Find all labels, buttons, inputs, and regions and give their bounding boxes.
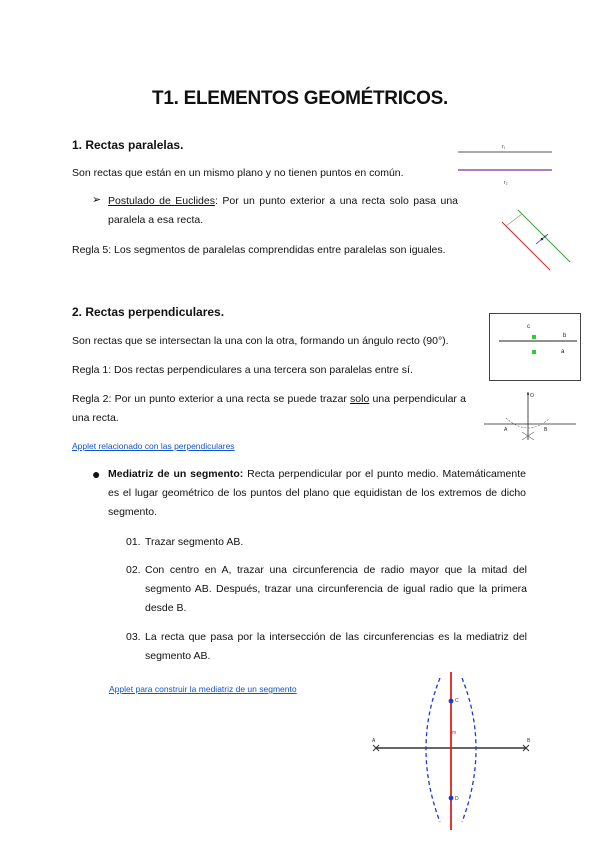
parallel-segments-figure <box>494 208 584 274</box>
regla-2-pre: Regla 2: Por un punto exterior a una recta se puede trazar <box>72 393 351 405</box>
regla-2-post: una perpendicular a una recta. <box>72 393 466 424</box>
exterior-point-figure <box>482 388 578 442</box>
postulado-label: Postulado de Euclides <box>108 195 215 207</box>
step-2-number: 02. <box>126 564 141 576</box>
section-heading-perpendiculares: 2. Rectas perpendiculares. <box>72 305 225 319</box>
r2-label: r₂ <box>504 180 508 186</box>
regla-2 <box>72 390 466 428</box>
paralelas-intro: Son rectas que están en un mismo plano y no tienen puntos en común. <box>72 167 404 179</box>
med-c-label: C <box>455 698 459 704</box>
applet-perpendiculares-link[interactable]: Applet relacionado con las perpendiculares <box>72 441 235 451</box>
regla-1: Regla 1: Dos rectas perpendiculares a una tercera son paralelas entre sí. <box>72 364 413 376</box>
step-3-text: La recta que pasa por la intersección de las circunferencias es la mediatriz del segmento AB. <box>145 631 527 662</box>
applet-mediatriz-link[interactable]: Applet para construir la mediatriz de un segmento <box>109 684 297 694</box>
med-m-label: m <box>452 730 457 736</box>
regla-2-solo: solo <box>350 393 370 405</box>
mediatriz-figure <box>370 672 535 832</box>
step-2-text: Con centro en A, trazar una circunferencia de radio mayor que la mitad del segmento AB. Después, trazar una circunferencia de igual radio que la primera desde B. <box>145 564 527 614</box>
mediatriz-text: Recta perpendicular por el punto medio. Matemáticamente es el lugar geométrico de los puntos del plano que equidistan de los extremos de dicho segmento. <box>108 468 526 518</box>
parallel-lines-figure <box>456 142 556 188</box>
med-d-label: D <box>455 796 459 802</box>
regla-5: Regla 5: Los segmentos de paralelas comprendidas entre paralelas son iguales. <box>72 244 446 256</box>
r1-label: r₁ <box>502 144 506 150</box>
perpendicular-box-figure <box>489 313 581 381</box>
step-3-number: 03. <box>126 631 141 643</box>
step-1-number: 01. <box>126 536 141 548</box>
step-1-text: Trazar segmento AB. <box>145 536 244 548</box>
svg-text:P: P <box>544 234 547 239</box>
mediatriz-definition <box>108 465 526 522</box>
o-label: O <box>530 393 534 399</box>
mediatriz-label: Mediatriz de un segmento: <box>108 468 244 480</box>
a-label: a <box>561 349 565 355</box>
section-heading-paralelas: 1. Rectas paralelas. <box>72 138 184 152</box>
med-a-label: A <box>372 738 376 744</box>
arrow-bullet-icon: ➢ <box>92 194 102 206</box>
mediatriz-bullet-icon: ● <box>92 466 101 482</box>
a-point-label: A <box>504 427 508 433</box>
perpendiculares-intro: Son rectas que se intersectan la una con la otra, formando un ángulo recto (90°). <box>72 335 449 347</box>
med-b-label: B <box>527 738 531 744</box>
postulado-euclides <box>108 192 458 230</box>
c-label: c <box>527 324 530 330</box>
postulado-text: : Por un punto exterior a una recta solo pasa una paralela a esa recta. <box>108 195 458 226</box>
b-label: b <box>563 333 567 339</box>
page-title: T1. ELEMENTOS GEOMÉTRICOS. <box>152 88 448 109</box>
b-point-label: B <box>544 427 548 433</box>
